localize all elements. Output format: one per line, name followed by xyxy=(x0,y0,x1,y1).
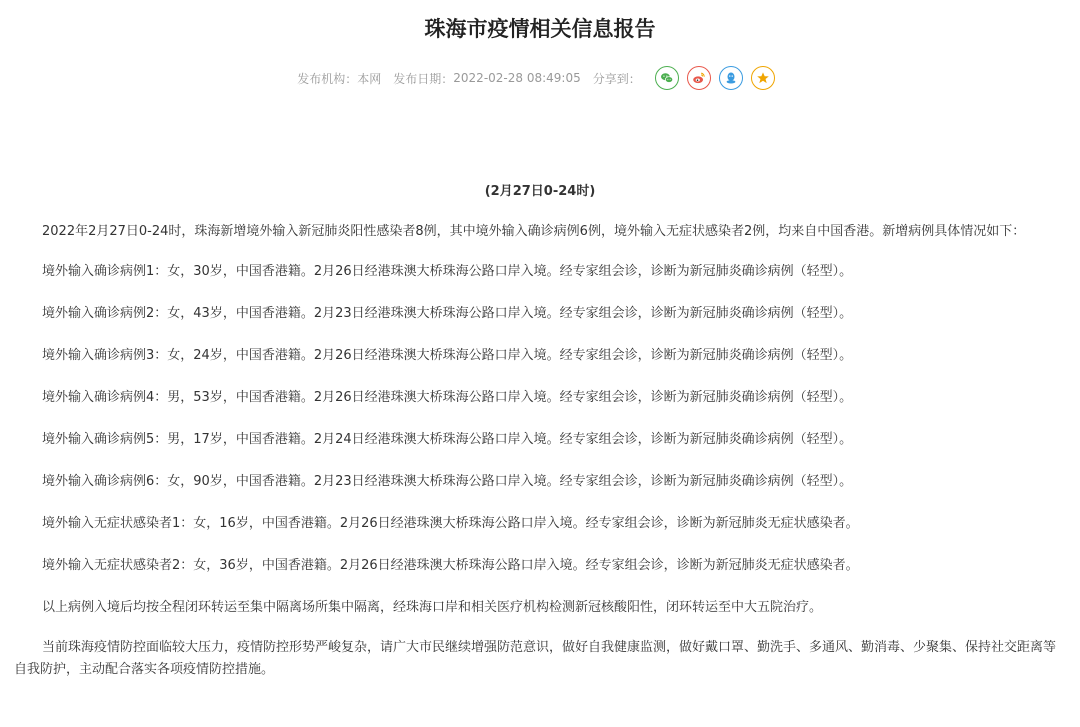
share-wechat-button[interactable] xyxy=(655,66,679,90)
share-qzone-button[interactable] xyxy=(751,66,775,90)
article-body xyxy=(14,221,1066,681)
article-meta xyxy=(0,64,1080,92)
qq-icon xyxy=(724,71,738,85)
share-weibo-button[interactable] xyxy=(687,66,711,90)
case-paragraph: 境外输入确诊病例4：男，53岁，中国香港籍。2月26日经港珠澳大桥珠海公路口岸入境。经专家组会诊，诊断为新冠肺炎确诊病例（轻型）。 xyxy=(42,390,853,405)
case-paragraph: 境外输入确诊病例3：女，24岁，中国香港籍。2月26日经港珠澳大桥珠海公路口岸入境。经专家组会诊，诊断为新冠肺炎确诊病例（轻型）。 xyxy=(42,348,853,363)
share-icons xyxy=(655,66,783,90)
case-paragraph: 境外输入确诊病例6：女，90岁，中国香港籍。2月23日经港珠澳大桥珠海公路口岸入境。经专家组会诊，诊断为新冠肺炎确诊病例（轻型）。 xyxy=(42,474,853,489)
share-label: 分享到： xyxy=(592,71,641,86)
isolation-note-paragraph: 以上病例入境后均按全程闭环转运至集中隔离场所集中隔离，经珠海口岸和相关医疗机构检测新冠核酸阳性，闭环转运至中大五院治疗。 xyxy=(42,600,823,615)
publish-date: 2022-02-28 08:49:05 xyxy=(453,71,581,85)
intro-paragraph: 2022年2月27日0-24时，珠海新增境外输入新冠肺炎阳性感染者8例，其中境外输入确诊病例6例，境外输入无症状感染者2例，均来自中国香港。新增病例具体情况如下： xyxy=(42,224,1026,239)
case-paragraph: 境外输入确诊病例2：女，43岁，中国香港籍。2月23日经港珠澳大桥珠海公路口岸入境。经专家组会诊，诊断为新冠肺炎确诊病例（轻型）。 xyxy=(42,306,853,321)
qzone-star-icon xyxy=(756,71,770,85)
case-paragraph: 境外输入无症状感染者1：女，16岁，中国香港籍。2月26日经港珠澳大桥珠海公路口岸入境。经专家组会诊，诊断为新冠肺炎无症状感染者。 xyxy=(42,516,859,531)
advice-paragraph: 当前珠海疫情防控面临较大压力，疫情防控形势严峻复杂，请广大市民继续增强防范意识，做好自我健康监测，做好戴口罩、勤洗手、多通风、勤消毒、少聚集、保持社交距离等自我防护，主动配合落实各项疫情防控措施。 xyxy=(14,640,1057,677)
case-paragraph: 境外输入确诊病例1：女，30岁，中国香港籍。2月26日经港珠澳大桥珠海公路口岸入境。经专家组会诊，诊断为新冠肺炎确诊病例（轻型）。 xyxy=(42,264,853,279)
weibo-icon xyxy=(692,71,706,85)
publisher-label: 发布机构： xyxy=(297,71,358,86)
publisher-value: 本网 xyxy=(357,71,382,86)
case-paragraph: 境外输入确诊病例5：男，17岁，中国香港籍。2月24日经港珠澳大桥珠海公路口岸入境。经专家组会诊，诊断为新冠肺炎确诊病例（轻型）。 xyxy=(42,432,853,447)
share-qq-button[interactable] xyxy=(719,66,743,90)
report-period-subtitle: (2月27日0-24时) xyxy=(484,184,596,199)
date-label: 发布日期： xyxy=(393,71,454,86)
case-paragraph: 境外输入无症状感染者2：女，36岁，中国香港籍。2月26日经港珠澳大桥珠海公路口岸入境。经专家组会诊，诊断为新冠肺炎无症状感染者。 xyxy=(42,558,859,573)
article-title: 珠海市疫情相关信息报告 xyxy=(424,17,656,41)
wechat-icon xyxy=(660,71,674,85)
